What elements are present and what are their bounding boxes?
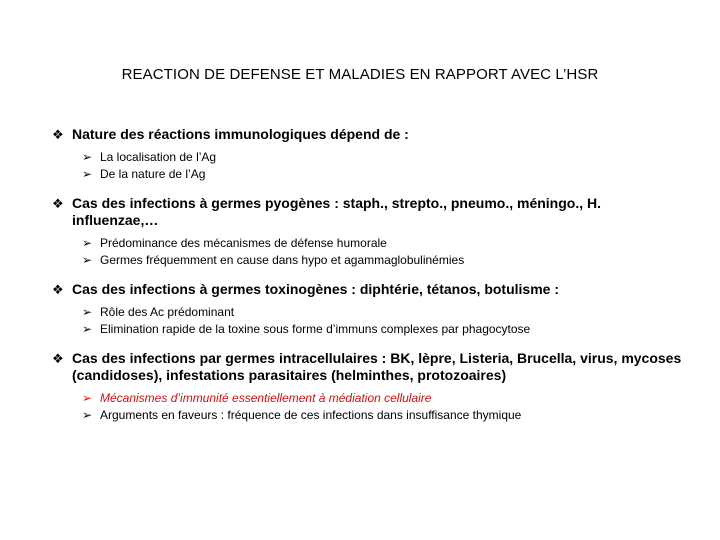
list-item: ➢ Germes fréquemment en cause dans hypo et agammaglobulinémies <box>82 253 465 267</box>
list-item: ➢ La localisation de l’Ag <box>82 150 217 164</box>
sub-list <box>52 304 684 338</box>
arrow-bullet-icon: ➢ <box>82 391 93 405</box>
sub-list <box>52 235 684 269</box>
arrow-bullet-icon: ➢ <box>82 305 93 319</box>
arrow-bullet-icon: ➢ <box>82 253 93 267</box>
list-item: ➢ Arguments en faveurs : fréquence de ces infections dans insuffisance thymique <box>82 408 522 422</box>
arrow-bullet-icon: ➢ <box>82 150 93 164</box>
list-item-highlight: ➢ Mécanismes d’immunité essentiellement à médiation cellulaire <box>82 391 432 405</box>
sub-list <box>52 149 684 183</box>
section-heading: Cas des infections à germes pyogènes : staph., strepto., pneumo., méningo., H. influenzae,… <box>72 195 601 228</box>
arrow-bullet-icon: ➢ <box>82 167 93 181</box>
section-4 <box>52 350 684 424</box>
section-2 <box>52 195 684 269</box>
diamond-bullet-icon: ❖ <box>52 127 64 142</box>
section-heading: Cas des infections à germes toxinogènes : diphtérie, tétanos, botulisme : <box>72 281 559 297</box>
arrow-bullet-icon: ➢ <box>82 236 93 250</box>
arrow-bullet-icon: ➢ <box>82 322 93 336</box>
content-list <box>52 126 684 436</box>
diamond-bullet-icon: ❖ <box>52 351 64 366</box>
page-title: REACTION DE DEFENSE ET MALADIES EN RAPPORT AVEC L’HSR <box>121 66 599 83</box>
section-1 <box>52 126 684 183</box>
section-heading: Cas des infections par germes intracellulaires : BK, lèpre, Listeria, Brucella, virus, mycoses (candidoses), infestations parasitaires (helminthes, protozoaires) <box>72 350 682 383</box>
list-item: ➢ Prédominance des mécanismes de défense humorale <box>82 236 387 250</box>
arrow-bullet-icon: ➢ <box>82 408 93 422</box>
list-item: ➢ Elimination rapide de la toxine sous forme d’immuns complexes par phagocytose <box>82 322 531 336</box>
diamond-bullet-icon: ❖ <box>52 282 64 297</box>
section-3 <box>52 281 684 338</box>
section-heading: Nature des réactions immunologiques dépend de : <box>72 126 409 142</box>
sub-list <box>52 390 684 424</box>
list-item: ➢ Rôle des Ac prédominant <box>82 305 235 319</box>
diamond-bullet-icon: ❖ <box>52 196 64 211</box>
list-item: ➢ De la nature de l’Ag <box>82 167 206 181</box>
